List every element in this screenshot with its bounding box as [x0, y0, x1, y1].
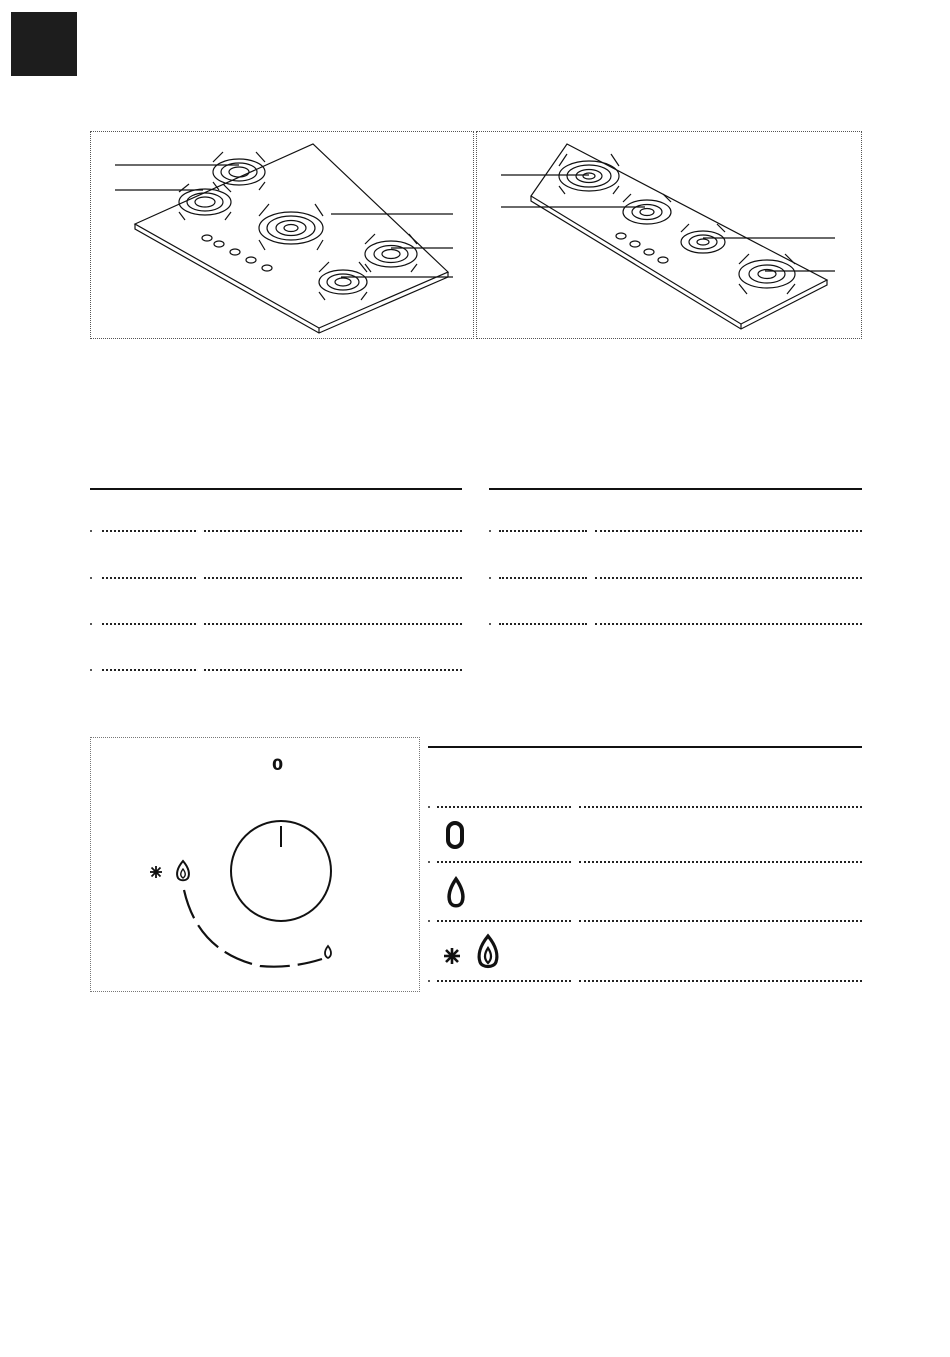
row-value-leader: [579, 980, 862, 982]
small-flame-icon: [325, 946, 331, 958]
row-bullet: [428, 861, 430, 863]
control-knobs: [616, 233, 668, 263]
row-key-leader: [499, 530, 587, 532]
hob-diagram-left: [90, 131, 474, 339]
legend-header-rule: [428, 746, 862, 748]
row-bullet: [428, 806, 430, 808]
row-key-leader: [437, 920, 571, 922]
row-value-leader: [595, 530, 862, 532]
burner-rear-left: [213, 152, 265, 190]
spark-and-large-flame-icon: [440, 932, 504, 972]
small-flame-icon: [444, 875, 468, 911]
row-value-leader: [204, 623, 462, 625]
row-value-leader: [595, 623, 862, 625]
section-marker: [11, 12, 77, 76]
row-key-leader: [437, 806, 571, 808]
burner-right: [365, 234, 417, 272]
burner-second: [623, 194, 671, 224]
row-bullet: [428, 920, 430, 922]
row-key-leader: [102, 669, 196, 671]
five-burner-hob-illustration: [91, 132, 475, 340]
spark-icon: [444, 948, 460, 964]
knob-illustration: [90, 737, 420, 992]
left-table-header-rule: [90, 488, 462, 490]
row-bullet: [428, 980, 430, 982]
row-value-leader: [204, 669, 462, 671]
row-bullet: [90, 623, 92, 625]
spark-icon: [150, 866, 162, 878]
row-key-leader: [102, 577, 196, 579]
row-value-leader: [579, 920, 862, 922]
burner-front-left: [179, 184, 231, 220]
row-key-leader: [499, 623, 587, 625]
burner-fourth: [739, 254, 795, 294]
row-value-leader: [595, 577, 862, 579]
row-bullet: [489, 623, 491, 625]
row-bullet: [489, 530, 491, 532]
row-value-leader: [204, 577, 462, 579]
row-key-leader: [102, 530, 196, 532]
burner-front-right: [319, 262, 367, 300]
row-key-leader: [499, 577, 587, 579]
four-burner-hob-illustration: [477, 132, 863, 340]
row-bullet: [489, 577, 491, 579]
row-key-leader: [437, 980, 571, 982]
hob-diagram-right: [476, 131, 862, 339]
burner-wok: [559, 154, 619, 194]
row-bullet: [90, 669, 92, 671]
burner-center-wok: [259, 204, 323, 250]
row-value-leader: [579, 806, 862, 808]
zero-icon: [444, 819, 468, 853]
knob-off-label: 0: [272, 755, 284, 774]
right-table-header-rule: [489, 488, 862, 490]
row-value-leader: [204, 530, 462, 532]
row-bullet: [90, 577, 92, 579]
row-value-leader: [579, 861, 862, 863]
control-knobs: [202, 235, 272, 271]
knob-rotation-arc: [184, 890, 322, 967]
row-key-leader: [102, 623, 196, 625]
row-bullet: [90, 530, 92, 532]
row-key-leader: [437, 861, 571, 863]
